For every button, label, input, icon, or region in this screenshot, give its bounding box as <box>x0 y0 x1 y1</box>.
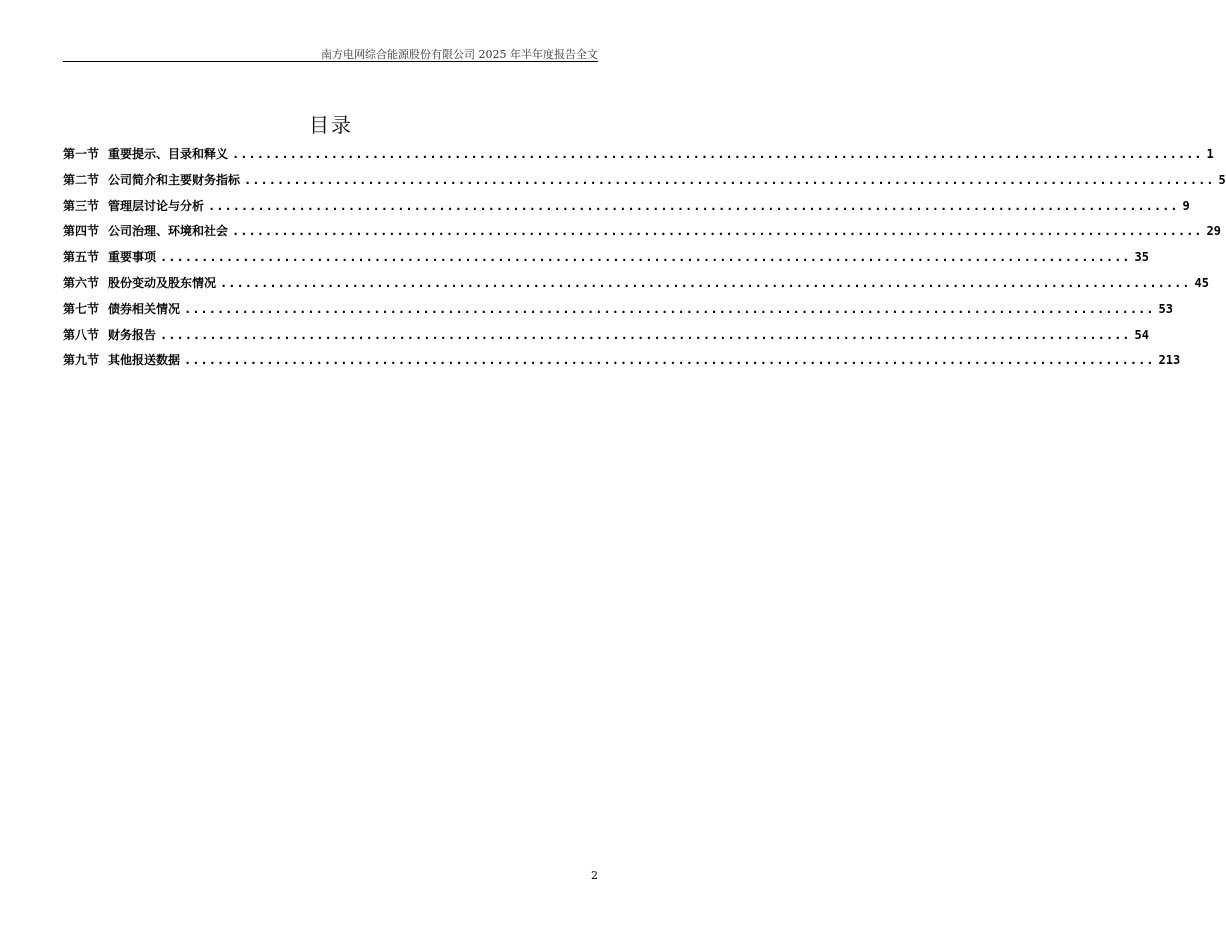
toc-section-number: 第一节 <box>63 147 100 161</box>
toc-dot-leader: ...................................................................................................................... <box>232 224 1203 239</box>
toc-section-title: 重要事项 <box>108 250 157 265</box>
toc-section-title: 管理层讨论与分析 <box>108 198 205 213</box>
toc-section-title: 公司治理、环境和社会 <box>108 224 229 239</box>
toc-dot-leader: ...................................................................................................................... <box>208 198 1179 213</box>
toc-page-number: 213 <box>1158 353 1181 368</box>
toc-dot-leader: ...................................................................................................................... <box>232 147 1203 161</box>
toc-entry-section-6[interactable] <box>63 271 1209 297</box>
toc-entry-section-5[interactable] <box>63 245 1149 271</box>
toc-page-number: 9 <box>1182 198 1190 213</box>
running-header: 南方电网综合能源股份有限公司 2025 年半年度报告全文 <box>321 48 598 61</box>
toc-entry-section-8[interactable] <box>63 323 1149 349</box>
toc-entry-section-3[interactable] <box>63 194 1190 220</box>
toc-section-number: 第三节 <box>63 198 100 213</box>
toc-section-title: 债券相关情况 <box>108 301 181 316</box>
toc-page-number: 45 <box>1194 275 1209 290</box>
toc-entry-section-9[interactable] <box>63 348 1181 374</box>
toc-section-title: 股份变动及股东情况 <box>108 275 217 290</box>
toc-dot-leader: ...................................................................................................................... <box>184 353 1155 368</box>
toc-dot-leader: ...................................................................................................................... <box>244 172 1215 187</box>
toc-entry-section-4[interactable] <box>63 219 1221 245</box>
toc-page-number: 29 <box>1206 224 1221 239</box>
toc-section-number: 第二节 <box>63 172 100 187</box>
toc-section-number: 第八节 <box>63 327 100 342</box>
toc-entry-section-7[interactable] <box>63 297 1173 323</box>
toc-section-title: 财务报告 <box>108 327 157 342</box>
toc-dot-leader: ...................................................................................................................... <box>160 250 1131 265</box>
toc-entry-section-2[interactable] <box>63 168 1226 194</box>
toc-section-number: 第六节 <box>63 275 100 290</box>
toc-section-number: 第四节 <box>63 224 100 239</box>
toc-dot-leader: ...................................................................................................................... <box>184 301 1155 316</box>
toc-section-number: 第九节 <box>63 353 100 368</box>
toc-page-number: 54 <box>1134 327 1149 342</box>
toc-title: 目录 <box>309 113 353 137</box>
toc-section-number: 第七节 <box>63 301 100 316</box>
page-number: 2 <box>591 869 598 882</box>
toc-dot-leader: ...................................................................................................................... <box>160 327 1131 342</box>
toc-section-title: 其他报送数据 <box>108 353 181 368</box>
table-of-contents <box>63 142 1226 374</box>
header-rule <box>63 61 598 62</box>
toc-page-number: 5 <box>1218 172 1226 187</box>
toc-dot-leader: ...................................................................................................................... <box>220 275 1191 290</box>
toc-section-title: 重要提示、目录和释义 <box>108 147 229 161</box>
toc-section-title: 公司简介和主要财务指标 <box>108 172 241 187</box>
toc-section-number: 第五节 <box>63 250 100 265</box>
toc-page-number: 53 <box>1158 301 1173 316</box>
toc-entry-section-1[interactable] <box>63 142 1214 168</box>
toc-page-number: 1 <box>1206 147 1214 161</box>
toc-page-number: 35 <box>1134 250 1149 265</box>
